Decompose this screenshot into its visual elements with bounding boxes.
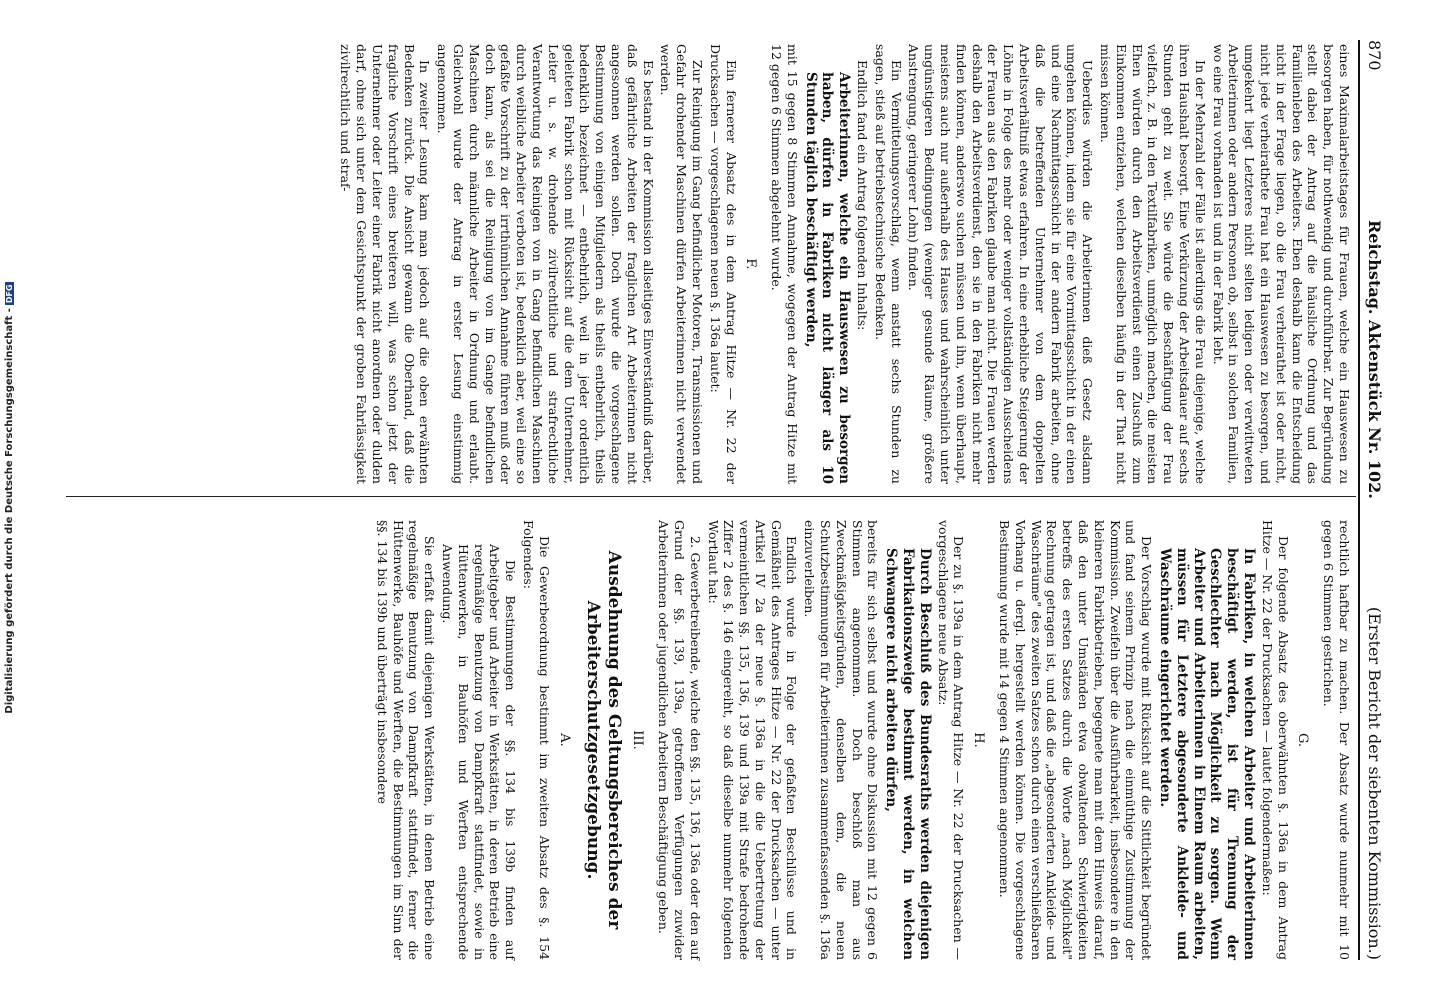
column-divider	[66, 496, 1356, 498]
quoted-provision: Zur Reinigung im Gang befindlicher Motoren, Transmissionen und Gefahr drohender Maschinen dürfen Arbeiterinnen nicht verwendet werden.	[658, 44, 705, 484]
footer-text-wrap	[4, 33, 20, 963]
page-number: 870	[1365, 40, 1384, 71]
paragraph: Der zu §. 139a in dem Antrag Hitze — Nr. 22 der Drucksachen — vorgeschlagene neue Absatz:	[935, 520, 967, 960]
right-column	[372, 520, 1352, 960]
quoted-provision: Die Bestimmungen der §§. 134 bis 139b finden auf Arbeitgeber und Arbeiter in Werkstätten, in deren Betrieb eine regelmäßige Benutzung von Dampfkraft stattfindet, sowie in Hüttenwerken, in Bauhöfen und Werften entsprechende Anwendung.	[439, 544, 519, 960]
paragraph: Es bestand in der Kommission allseitiges Einverständniß darüber, daß gefährliche Arbeiten der fraglichen Art Arbeiterinnen nicht angesonnen werden sollen. Doch wurde die vorgeschlagene Bestimmung von einigen Mitgliedern als theils entbehrlich, theils bedenklich bezeichnet — entbehrlich, weil in jeder ordentlich geleiteten Fabrik schon mit Rücksicht auf die dem Unternehmer, Leiter u. s. w. drohende zivilrechtliche und strafrechtliche Verantwortung das Reinigen von in Gang befindlichen Maschinen durch weibliche Arbeiter verboten ist, bedenklich aber, weil eine so gefaßte Vorschrift zu der irrthümlichen Annahme führen muß oder doch kann, als sei die Reinigung von im Gange befindlichen Maschinen durch männliche Arbeiter in Ordnung und erlaubt. Gleichwohl wurde der Antrag in erster Lesung einstimmig angenommen.	[435, 44, 656, 484]
paragraph: bereits für sich selbst und wurde ohne Diskussion mit 12 gegen 6 Stimmen angenommen. Doch beschloß man aus Zweckmäßigkeitsgründen, denselben dem, die neuen Schutzbestimmungen für Arbeiterinnen zusammenfassenden §. 136a einzuverleiben.	[802, 520, 881, 960]
paragraph: Endlich fand ein Antrag folgenden Inhalts:	[855, 60, 871, 331]
left-column	[336, 44, 1352, 484]
paragraph: 2. Gewerbetreibende, welche den §§. 135, 136, 136a oder den auf Grund der §§. 139, 139a, getroffenen Verfügungen zuwider Arbeiterinnen oder jugendlichen Arbeitern Beschäftigung geben.	[656, 520, 703, 960]
page-header	[1358, 40, 1384, 960]
section-label-f: F.	[743, 258, 759, 270]
paragraph: Der Vorschlag wurde mit Rücksicht auf die Sittlichkeit begründet und fand seinem Prinzip nach die einmüthige Zustimmung der Kommission. Zweifeln über die Ausführbarkeit, insbesondere in den kleineren Fabrikbetrieben, begegnete man mit dem Hinweis darauf, daß den unter Umständen etwa obwaltenden Schwierigkeiten betreffs des ersten Satzes durch die Worte „nach Möglichkeit" Rechnung getragen ist, und daß die „abgesonderten Ankleide- und Waschräume" des zweiten Satzes schon durch einen verschließbaren Vorhang u. dergl. hergestellt werden können. Die vorgeschlagene Bestimmung wurde mit 14 gegen 4 Stimmen angenommen.	[997, 520, 1155, 960]
paragraph: Die Gewerbeordnung bestimmt im zweiten Absatz des §. 154 Folgendes:	[520, 520, 552, 960]
paragraph: Der folgende Absatz des oberwähnten §. 136a in dem Antrag Hitze — Nr. 22 der Drucksachen — lautet folgendermaßen:	[1259, 520, 1291, 960]
footer-text: Digitalisierung gefördert durch die Deutsche Forschungsgemeinschaft -	[4, 308, 15, 714]
paragraph: Ueberdies würden die Arbeiterinnen dieß Gesetz alsdann umgehen können, indem sie für eine Vormittagsschicht in der einen und eine Nachmittagsschicht in der andern Fabrik arbeiten, ohne daß die betreffenden Unternehmer von dem doppelten Arbeitsverhältniß etwas erfahren. In eine erhebliche Steigerung der Löhne in Folge des mehr oder weniger vollständigen Ausscheidens der Frauen aus den Fabriken glaube man nicht. Die Frauen werden deshalb den Arbeitsverdienst, den sie in den Fabriken nicht mehr finden können, anderswo suchen müssen und ihn, wenn überhaupt, meistens auch nur außerhalb des Hauses und wahrscheinlich unter ungünstigeren Bedingungen (weniger gesunde Räume, größere Anstrengung, geringerer Lohn) finden.	[906, 44, 1096, 484]
paragraph: rechtlich haftbar zu machen. Der Absatz wurde nunmehr mit 10 gegen 6 Stimmen gestrichen.	[1321, 520, 1352, 960]
paragraph: eines Maximalarbeitstages für Frauen, welche ein Hauswesen zu besorgen haben, für nothwendig und durchführbar. Zur Begründung stellt dabei der Antrag auf die häusliche Ordnung und das Familienleben des Arbeiters. Eben deshalb kann die Entscheidung nicht in der Frage liegen, ob die Frau verheirathet ist oder nicht, nicht jede verheirathete Frau hat ein Hauswesen zu besorgen, und umgekehrt liegt Letzteres nicht selten ledigen oder verwittweten Arbeiterinnen oder andern Personen ob, selbst in solchen Familien, wo eine Frau vorhanden ist und in der Fabrik lebt.	[1210, 44, 1352, 484]
section-label-h: H.	[971, 732, 987, 748]
paragraph: Ein fernerer Absatz des in dem Antrag Hitze — Nr. 22 der Drucksachen — vorgeschlagenen neuen §. 136a lautet:	[707, 44, 739, 484]
section-label-g: G.	[1295, 732, 1311, 748]
paragraph: Ein Vermittelungsvorschlag, wenn anstatt sechs Stunden zu sagen, stieß auf betriebstechnische Bedenken.	[872, 44, 904, 484]
page-subtitle: (Erster Bericht der siebenten Kommission.)	[1365, 606, 1384, 960]
bold-proposal: In Fabriken, in welchen Arbeiter und Arbeiterinnen beschäftigt werden, ist für Trennung der Geschlechter nach Möglichkeit zu sorgen. Wenn Arbeiter und Arbeiterinnen in Einem Raum arbeiten, müssen für Letztere abgesonderte Ankleide- und Waschräume eingerichtet werden.	[1157, 548, 1258, 960]
section-label-iii: III.	[630, 730, 646, 750]
bold-proposal: Durch Beschluß des Bundesraths werden diejenigen Fabrikationszweige bestimmt werden, in welchen Schwangere nicht arbeiten dürfen,	[883, 548, 933, 960]
section-heading: Ausdehnung des Geltungsbereiches der Arbeiterschutzgesetzgebung.	[582, 550, 624, 930]
paragraph: In zweiter Lesung kam man jedoch auf die oben erwähnten Bedenken zurück. Die Ansicht gewann die Oberhand, daß die fragliche Vorschrift eines breiteren will, was schon jetzt der Unternehmer oder Leiter einer Fabrik nicht anordnen oder dulden darf, ohne sich unter dem Gesichtspunkt der groben Fahrlässigkeit zivilrechtlich und straf-	[338, 44, 433, 484]
publication-title: Reichstag. Aktenstück Nr. 102.	[1365, 220, 1384, 499]
bold-proposal: Arbeiterinnen, welche ein Hauswesen zu besorgen haben, dürfen in Fabriken nicht länger als 10 Stunden täglich beschäftigt werden,	[802, 72, 853, 484]
digitization-footer	[2, 0, 22, 1000]
dfg-logo: DFG	[5, 284, 14, 304]
section-label-a: A.	[556, 733, 572, 747]
rotated-content	[36, 20, 1396, 980]
paragraph: Endlich wurde in Folge der gefaßten Beschlüsse und in Gemäßheit des Antrages Hitze — Nr. 22 der Drucksachen — unter Artikel IV 2a der neue §. 136a in die die Uebertretung der vermeintlichen §§. 135, 136, 139 und 139a mit Strafe bedrohende Ziffer 2 des §. 146 eingereiht, so daß dieselbe nunmehr folgenden Wortlaut hat:	[705, 520, 800, 960]
paragraph: In der Mehrzahl der Fälle ist allerdings die Frau diejenige, welche ihren Haushalt besorgt. Eine Verkürzung der Arbeitsdauer auf sechs Stunden geht zu weit. Sie würde die Beschäftigung der Frau vielfach, z. B. in den Textilfabriken, unmöglich machen, die meisten Ehen würden durch den Arbeitsverdienst einen Zuschuß zum Einkommen entziehen, welchen dieselben häufig in der That nicht missen können.	[1098, 44, 1208, 484]
paragraph: Sie erfaßt damit diejenigen Werkstätten, in denen Betrieb eine regelmäßige Benutzung von Dampfkraft stattfindet, ferner die Hüttenwerke, Bauhöfe und Werften, die Bestimmungen im Sinn der §§. 134 bis 139b und überträgt insbesondere	[374, 520, 438, 960]
paragraph: mit 15 gegen 8 Stimmen Annahme, wogegen der Antrag Hitze mit 12 gegen 6 Stimmen abgelehnt wurde.	[769, 44, 800, 484]
